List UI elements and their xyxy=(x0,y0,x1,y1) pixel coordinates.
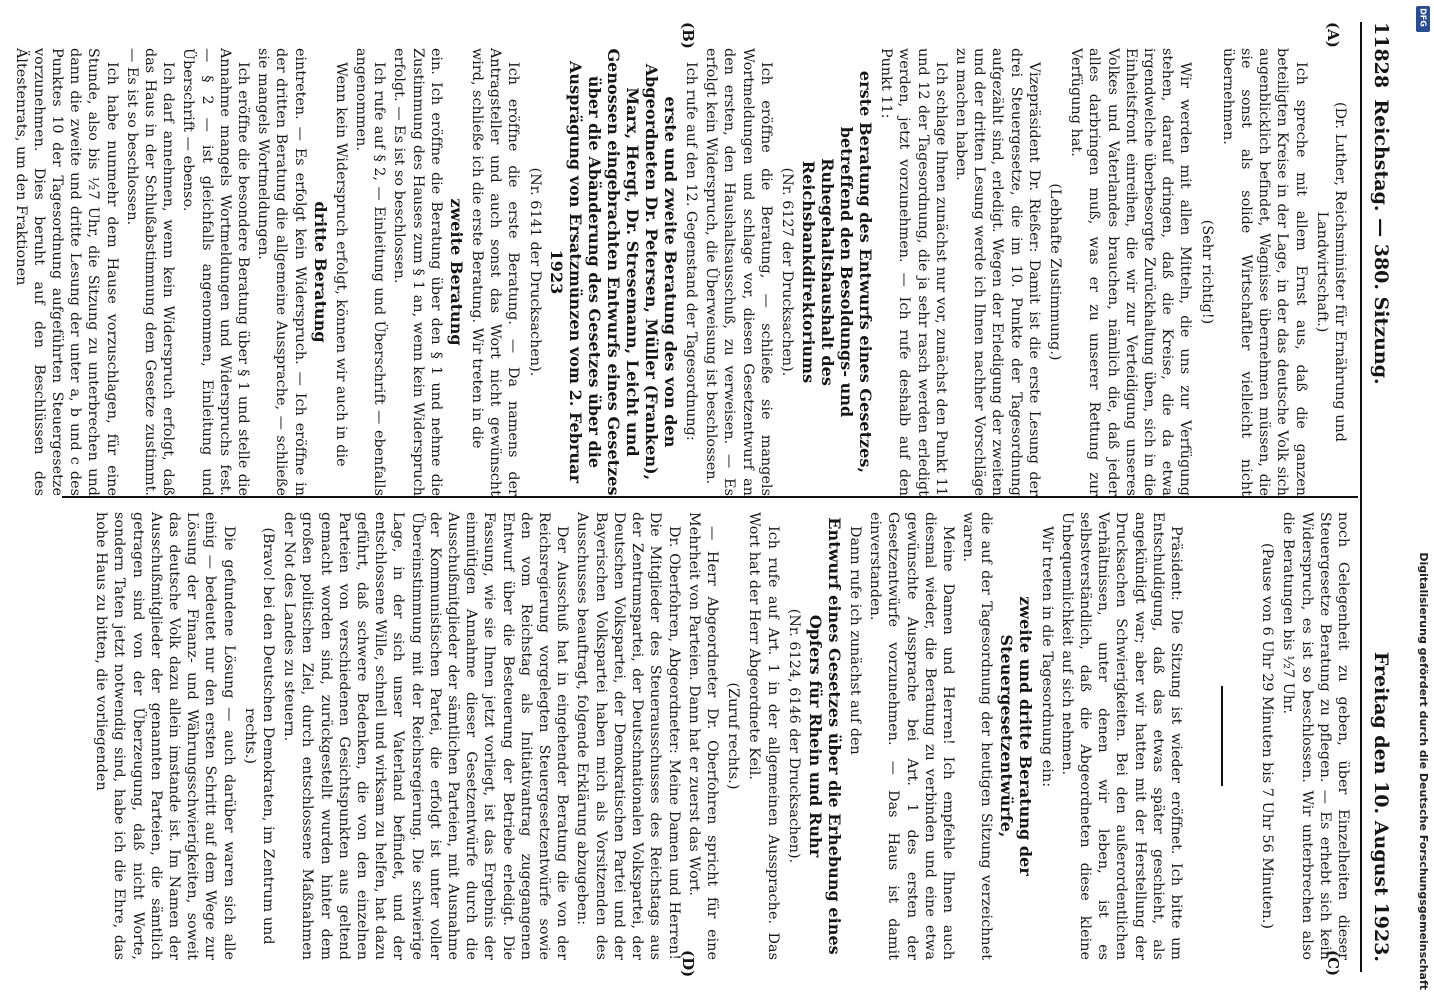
paragraph: Dr. Oberfohren, Abgeordneter: Meine Damen und Herren! Die Mitglieder des Steuerausschusses des Reichstags aus der Zentrumspartei, der Deutschnationalen Volkspartei, der Deutschen Volkspartei, der Demokratischen Partei und der Bayerischen Volkspartei haben mich als Vorsitzenden des Ausschusses beauftragt, folgende Erklärung abzugeben: xyxy=(574,512,682,960)
paragraph: noch Gelegenheit zu geben, über Einzelheiten dieser Steuergesetze Beratung zu pflegen. — Es erhebt sich kein Widerspruch, es ist so beschlossen. Wir unterbrechen also die Beratungen bis ½7 Uhr. xyxy=(1280,512,1351,960)
right-column xyxy=(62,512,1352,960)
paragraph: Vizepräsident Dr. Rießer: Damit ist die erste Lesung der drei Steuergesetze, die im 10. Punkte der Tagesordnung aufgezählt sind, erledigt. Wegen der Erledigung der zweiten und der dritten Lesung werde ich Ihnen nachher Vorschläge zu machen haben. xyxy=(952,48,1042,496)
header-rule xyxy=(1360,22,1362,972)
paragraph: eintreten. — Es erfolgt kein Widerspruch. — Ich eröffne in der dritten Beratung die allgemeine Aussprache, — schließe sie mangels Wortmeldungen. xyxy=(255,48,308,496)
paragraph: Meine Damen und Herren! Ich empfehle Ihnen auch diesmal wieder, die Beratung zu verbinden und eine etwa gewünschte Aussprache bei Art. 1 des ersten der Gesetzentwürfe vorzunehmen. — Das Haus ist damit einverstanden. xyxy=(867,512,956,960)
left-column xyxy=(12,48,1352,496)
document-reference: (Nr. 6127 der Drucksachen). xyxy=(778,167,795,377)
document-reference: (Nr. 6141 der Drucksachen). xyxy=(526,167,543,377)
column-divider xyxy=(62,496,1358,498)
paragraph: Ich eröffne die besondere Beratung über § 1 und stelle die Annahme mangels Wortmeldungen und Widerspruchs fest. — § 2 — ist gleichfalls angenommen, Einleitung und Überschrift — ebenso. xyxy=(180,48,252,496)
paragraph: Die gefundene Lösung — auch darüber waren sich alle einig — bedeutet nur den ersten Schritt auf dem Wege zur Lösung der Finanz- und Währungsschwierigkeiten, soweit das deutsche Volk dazu allein imstande ist. Im Namen der Ausschußmitglieder der genannten Parteien, die sämtlich getragen sind von der Überzeugung, daß nicht Worte, sondern Taten jetzt notwendig sind, habe ich die Ehre, das hohe Haus zu bitten, die vorliegenden xyxy=(93,512,237,960)
interjection: (Sehr richtig!) xyxy=(1198,219,1215,325)
paragraph: Präsident: Die Sitzung ist wieder eröffnet. Ich bitte um Entschuldigung, daß das etwas später geschieht, als angekündigt war; aber wir hatten mit der Herstellung der Drucksachen Schwierigkeiten. Bei den außerordentlichen Verhältnissen, unter denen wir leben, ist es selbstverständlich, daß die Abgeordneten diese kleine Unbequemlichkeit auf sich nehmen. xyxy=(1058,512,1184,960)
paragraph: Wir treten in die Tagesordnung ein: xyxy=(1038,526,1055,788)
interjection: (Lebhafte Zustimmung.) xyxy=(1046,183,1063,361)
page-header xyxy=(1362,22,1392,972)
decorative-rule xyxy=(1185,512,1255,960)
document-page xyxy=(12,12,1402,982)
paragraph: Wenn kein Widerspruch erfolgt, können wir auch in die xyxy=(332,62,349,467)
section-heading: dritte Beratung xyxy=(310,201,330,343)
paragraph: Ich eröffne die Beratung, — schließe sie mangels Wortmeldungen und schlage vor, diesen Gesetzentwurf an den ersten, den Haushaltsausschuß, zu verweisen. — Es erfolgt kein Widerspruch, die Überweisung ist beschlossen. xyxy=(703,48,774,496)
paragraph: Ich rufe auf Art. 1 in der allgemeinen Aussprache. Das Wort hat der Herr Abgeordnete Keil. xyxy=(746,512,781,960)
pause-note: (Pause von 6 Uhr 29 Minuten bis 7 Uhr 56 Minuten.) xyxy=(1259,543,1276,929)
document-reference: (Nr. 6124, 6146 der Drucksachen). xyxy=(785,608,802,864)
paragraph: Ich rufe auf den 12. Gegenstand der Tagesordnung: xyxy=(682,62,699,441)
margin-mark-a: (A) xyxy=(1324,22,1342,48)
margin-mark-c: (C) xyxy=(1324,950,1342,977)
paragraph: Ich spreche mit allem Ernst aus, daß die ganzen beteiligten Kreise in der Lage, in der das deutsche Volk sich augenblicklich befindet, Wagnisse übernehmen müssen, die sie sonst als solide Wirtschaftler vielleicht nicht übernehmen. xyxy=(1219,48,1309,496)
paragraph: Ich habe nunmehr dem Hause vorzuschlagen, für eine Stunde, also bis ½7 Uhr, die Sitzung zu unterbrechen und dann die zweite und dritte Lesung der unter a, b und c des Punktes 10 der Tagesordnung aufgeführten Steuergesetze vorzunehmen. Dies beruht auf den Beschlüssen des Ältestenrats, um den Fraktionen xyxy=(12,48,120,496)
paragraph: Ich schlage Ihnen zunächst nur vor, zunächst den Punkt 11 und 12 der Tagesordnung, die ja sehr rasch werden erledigt werden, jetzt vorzunehmen. — Ich rufe deshalb auf den Punkt 11: xyxy=(878,48,949,496)
header-title: Reichstag. — 380. Sitzung. xyxy=(1370,99,1392,385)
paragraph: Ich rufe auf § 2, — Einleitung und Überschrift — ebenfalls angenommen. xyxy=(353,48,388,496)
paragraph: Ich eröffne die erste Beratung. — Da namens der Antragsteller und auch sonst das Wort nicht gewünscht wird, schließe ich die erste Beratung. Wir treten in die xyxy=(469,48,522,496)
dfg-logo xyxy=(1416,6,1430,32)
digitization-credit-text: Digitalisierung gefördert durch die Deutsche Forschungsgemeinschaft xyxy=(1417,552,1430,990)
paragraph: ein. Ich eröffne die Beratung über den § 1 und nehme die Zustimmung des Hauses zum § 1 an, wenn kein Widerspruch erfolgt. — Es ist so beschlossen. xyxy=(391,48,444,496)
paragraph: Ich darf annehmen, wenn kein Widerspruch erfolgt, daß das Haus in der Schlußabstimmung dem Gesetze zustimmt. — Es ist so beschlossen. xyxy=(123,48,177,496)
paragraph: die auf der Tagesordnung der heutigen Sitzung verzeichnet waren. xyxy=(960,512,995,960)
agenda-heading: erste Beratung des Entwurfs eines Gesetzes, betreffend den Besoldungs- und Ruhegehaltshaushalt des Reichsbankdirektoriums xyxy=(798,70,875,474)
dfg-logo-text: DFG xyxy=(1418,8,1428,27)
margin-mark-b: (B) xyxy=(679,22,697,49)
agenda-heading: zweite und dritte Beratung der Steuergesetzentwürfe, xyxy=(997,596,1036,876)
paragraph: — Herr Abgeordneter Dr. Oberfohren spricht für eine Mehrheit von Parteien. Dann hat er zuerst das Wort. xyxy=(685,512,720,960)
digitization-credit xyxy=(1412,10,1430,990)
speaker-note: (Dr. Luther, Reichsminister für Ernährung und Landwirtschaft.) xyxy=(1313,102,1348,442)
header-date: Freitag den 10. August 1923. xyxy=(1370,651,1392,962)
page-number: 11828 xyxy=(1370,22,1392,89)
agenda-heading: Entwurf eines Gesetzes über die Erhebung eines Opfers für Rhein und Ruhr xyxy=(805,517,844,955)
interjection: (Bravo! bei den Deutschen Demokraten, im Zentrum und rechts.) xyxy=(241,527,277,945)
paragraph: Wir werden mit allen Mitteln, die uns zur Verfügung stehen, darauf dringen, daß die Kreise, die da etwa irgendwelche überbesorgte Zurückhaltung üben, sich in die Einheitsfront einreihen, die wir zur Verteidigung unseres Volkes und Vaterlandes brauchen, nämlich die, daß jeder alles darbringen muß, was er zu unserer Rettung zur Verfügung hat. xyxy=(1068,48,1194,496)
paragraph: Dann rufe ich zunächst auf den xyxy=(846,526,863,755)
margin-mark-d: (D) xyxy=(679,950,697,978)
interjection: (Zuruf rechts.) xyxy=(725,682,742,790)
section-heading: zweite Beratung xyxy=(446,198,466,346)
paragraph: Der Ausschuß hat in eingehender Beratung die von der Reichsregierung vorgelegten Steuergesetzentwürfe sowie den vom Reichstag als Initiativantrag zugegangenen Entwurf über die Besteuerung der Betriebe erledigt. Die Fassung, wie sie Ihnen jetzt vorliegt, ist das Ergebnis der einmütigen Annahme dieser Gesetzentwürfe durch die Ausschußmitglieder der sämtlichen Parteien, mit Ausnahme der Kommunistischen Partei, die erfolgt ist unter voller Übereinstimmung mit der Reichsregierung. Die schwierige Lage, in der sich unser Vaterland befindet, und der entschlossene Wille, schnell und wirksam zu helfen, hat dazu geführt, daß schwere Bedenken, die von den einzelnen Parteien von verschiedenen Gesichtspunkten aus geltend gemacht worden sind, zurückgestellt wurden hinter dem großen politischen Ziel, durch entschlossene Maßnahmen der Not des Landes zu steuern. xyxy=(281,512,571,960)
agenda-heading: erste und zweite Beratung des von den Abgeordneten Dr. Petersen, Müller (Franken), Marx, Hergt, Dr. Stresemann, Leicht und Genossen eingebrachten Entwurfs eines Gesetzes über die Abänderung des Gesetzes über die Ausprägung von Ersatzmünzen vom 2. Februar 1923 xyxy=(546,48,680,496)
